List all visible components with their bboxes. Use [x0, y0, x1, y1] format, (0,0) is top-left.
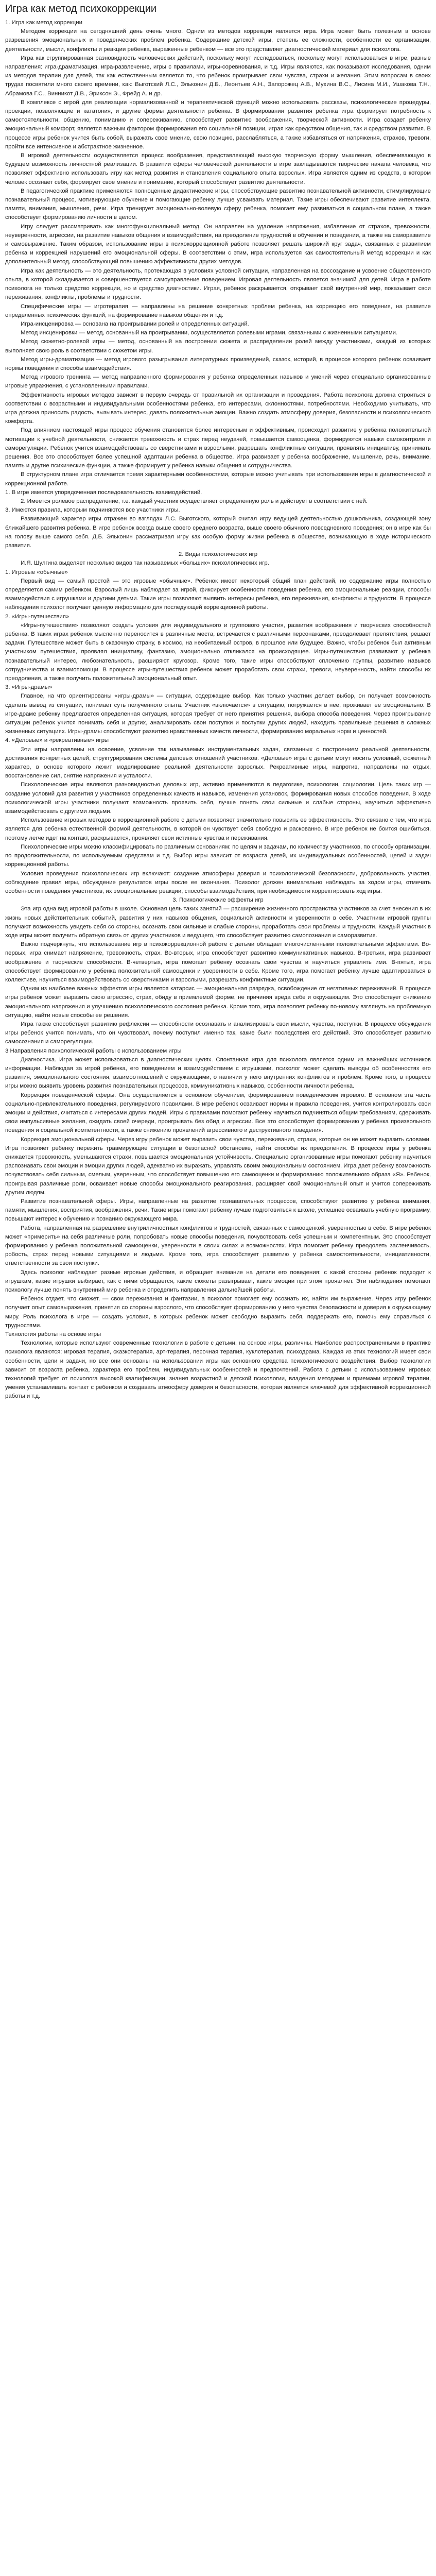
paragraph: Игра как деятельность — это деятельность, протекающая в условиях условной ситуации, направленная на воссоздание и усвоение общественного опыта, в которой складывается и совершенствуется самоуправление поведением. Игровая деятельность является значимой для детей. Игра в работе психолога не только средство коррекции, но и средство диагностики. Играя, ребенок раскрывается, открывает свой внутренний мир, показывает свои переживания, конфликты, проблемы и трудности. — [5, 267, 431, 301]
paragraph: Развитие познавательной сферы. Игры, направленные на развитие познавательных процессов, способствуют развитию у ребенка внимания, памяти, мышления, восприятия, воображения, речи. Такие игры помогают ребенку лучше подготовиться к школе, успешнее осваивать учебную программу, повышают интерес к обучению и познанию окружающего мира. — [5, 1198, 431, 1223]
paragraph: 1. В игре имеется упорядоченная последовательность взаимодействий. — [5, 489, 202, 496]
paragraph: Важно подчеркнуть, что использование игр в психокоррекционной работе с детьми обладает многочисленными положительными эффектами. Во-первых, игра снимает напряжение, тревожность, страх. Во-вторых, игра способствует развитию коммуникативных навыков. В-третьих, игра развивает воображение и творческие способности. В-четвертых, игра помогает ребенку осознать свои чувства и научиться управлять ими. В-пятых, игра способствует формированию у ребенка положительной самооценки и уверенности в себе. Кроме того, игра помогает ребенку лучше адаптироваться в коллективе, научиться взаимодействовать со сверстниками и взрослыми, разрешать конфликтные ситуации. — [5, 941, 431, 983]
paragraph: 3. «Игры-драмы» — [5, 684, 53, 691]
paragraph: Использование игровых методов в коррекционной работе с детьми позволяет значительно повысить ее эффективность. Это связано с тем, что игра является для ребенка естественной формой деятельности, в которой он чувствует себя свободно и раскованно. В игре ребенок не боится ошибиться, поэтому легче идет на контакт, раскрывается, проявляет свои истинные чувства и переживания. — [5, 817, 431, 841]
paragraph: В комплексе с игрой для реализации нормализованной и терапевтической функций можно использовать рассказы, психологические процедуры, проекции, позволяющие и кататония, и другие формы деятельности ребенка. В формировании развития ребенка игра формирует потребность к самостоятельности, общению, пониманию и сопереживанию, способствует развитию воображения, творческой активности. Игра создает ребенку эмоциональный комфорт, является важным фактором формирования его социальной позиции, играя как средством общения, так и средством развития. В процессе игры ребенок учится быть собой, выражать свое мнение, свою позицию, расслабляться, а также избавляться от напряжения, страхов, тревоги, пройти все интенсивное и абстрактное жизненное. — [5, 99, 431, 150]
paragraph: 3. Имеются правила, которым подчиняются все участники игры. — [5, 507, 180, 514]
paragraph: 4. «Деловые» и «рекреативные» игры — [5, 737, 109, 744]
section-heading: 2. Виды психологических игр — [178, 551, 258, 558]
paragraph: Игру следует рассматривать как многофункциональный метод. Он направлен на удаление напряжения, избавление от страхов, тревожности, неуверенности, агрессии, на развитие навыков общения и взаимодействия, на преодоление трудностей в обучении и поведении, а также на саморазвитие и самовыражение. Таким образом, использование игры в психокоррекционной работе позволяет решать широкий круг задач, связанных с развитием ребенка и коррекцией нарушений его эмоциональной сферы. В соответствии с этим, игра используется как самостоятельный метод коррекции и как дополнительный метод, способствующий повышению эффективности других методов. — [5, 223, 431, 265]
paragraph: Первый вид — самый простой — это игровые «обычные». Ребенок имеет некоторый общий план действий, но содержание игры полностью определяется самим ребенком. Взрослый лишь наблюдает за игрой, фиксирует особенности поведения ребенка, его эмоциональные реакции, способы взаимодействия с игрушками и другими детьми. Такие игры позволяют выявить интересы ребенка, его переживания, конфликты и трудности. В процессе наблюдения психолог получает ценную информацию для последующей коррекционной работы. — [5, 578, 431, 611]
paragraph: Психологические игры можно классифицировать по различным основаниям: по целям и задачам, по количеству участников, по способу организации, по продолжительности, по используемым средствам и т.д. Выбор игры зависит от возраста детей, их индивидуальных особенностей, целей и задач коррекционной работы. — [5, 843, 431, 868]
paragraph: Коррекция эмоциональной сферы. Через игру ребенок может выразить свои чувства, переживания, страхи, которые он не может выразить словами. Игра позволяет ребенку пережить травмирующие ситуации в безопасной обстановке, найти способы их преодоления. В процессе игры у ребенка снижается тревожность, уменьшаются страхи, повышается эмоциональная устойчивость. Специально организованные игры помогают ребенку научиться распознавать свои эмоции и эмоции других людей, адекватно их выражать, управлять своим эмоциональным состоянием. Игра дает ребенку возможность почувствовать себя сильным, смелым, уверенным, что способствует повышению его самооценки и формированию положительного образа «Я». Ребенок, проигрывая различные роли, осваивает новые способы эмоционального реагирования, расширяет свой эмоциональный опыт и учится сопереживать другим людям. — [5, 1136, 431, 1196]
paragraph: Под влиянием настоящей игры процесс обучения становится более интересным и эффективным, происходит развитие у ребенка положительной мотивации к учебной деятельности, снижается тревожность и страх перед неудачей, повышается самооценка, формируются навыки самоконтроля и саморегуляции. Ребенок учится взаимодействовать со сверстниками и взрослыми, разрешать конфликтные ситуации, проявлять инициативу, принимать решения. Все это способствует более успешной адаптации ребенка в обществе. Игра развивает у ребенка воображение, мышление, речь, внимание, память и другие психические функции, а также формирует у ребенка навыки общения и сотрудничества. — [5, 427, 431, 469]
paragraph: Метод инсценировки — метод, основанный на проигрывании, осуществляется ролевыми играми, связанными с жизненными ситуациями. — [21, 330, 398, 336]
paragraph: В структурном плане игра отличается тремя характерными особенностями, которые можно учитывать при использовании игры в диагностической и коррекционной работе. — [5, 471, 431, 487]
paragraph: Одним из наиболее важных эффектов игры является катарсис — эмоциональная разрядка, освобождение от негативных переживаний. В процессе игры ребенок может выразить свою агрессию, страх, обиду в приемлемой форме, не причиняя вреда себе и окружающим. Это способствует снижению эмоционального напряжения и улучшению психологического состояния ребенка. Кроме того, игра позволяет ребенку по-новому взглянуть на проблемную ситуацию, найти новые способы ее решения. — [5, 986, 431, 1019]
paragraph: Диагностика. Игра может использоваться в диагностических целях. Спонтанная игра для психолога является одним из важнейших источников информации. Наблюдая за игрой ребенка, его поведением и взаимодействием с игрушками, психолог может сделать выводы об особенностях его развития, эмоционального состояния, взаимоотношений с окружающими, о наличии у него внутренних конфликтов и проблем. Кроме того, в процессе игры можно выявить уровень развития познавательных процессов, коммуникативных навыков, особенности личности ребенка. — [5, 1056, 431, 1090]
paragraph: Игра также способствует развитию рефлексии — способности осознавать и анализировать свои мысли, чувства, поступки. В процессе обсуждения игры ребенок учится понимать, что он чувствовал, почему поступил именно так, какие были последствия его действий. Это способствует развитию самосознания и саморегуляции. — [5, 1021, 431, 1045]
paragraph: И.Я. Шулгина выделяет несколько видов так называемых «больших» психологических игр. — [21, 560, 269, 567]
paragraph: Игра как сгруппированная разновидность человеческих действий, поскольку могут исследоваться, поскольку могут использоваться в игре, разные направления: игра-драматизация, игра-развлечение, игры с правилами, игры-соревнования, и т.д. Игры являются, как показывают исследования, одним из методов терапии для детей, так как естественным является то, что ребенок проигрывает свои чувства, страхи и желания. Этим вопросам в своих трудах посвятили много своего времени, как: Выготский Л.С., Эльконин Д.Б., Леонтьев А.Н., Запорожец А.В., Мухина В.С., Лисина М.И., Ушакова Т.Н., Абрамова Г.С., Винникот Д.В., Эриксон Э., Фрейд А. и др. — [5, 55, 431, 97]
paragraph: Метод игры-драматизации — метод игрового разыгрывания литературных произведений, сказок, историй, в процессе которого ребенок осваивает нормы поведения и способы взаимодействия. — [5, 356, 431, 371]
paragraph: Психологические игры являются разновидностью деловых игр, активно применяются в педагогике, психологии, социологии. Цель таких игр — создание условий для развития у участников определенных качеств и навыков, изменения установок, формирования новых способов поведения. В ходе психологической игры участники получают возможность проявить себя, лучше понять свои сильные и слабые стороны, научиться эффективно взаимодействовать с другими людьми. — [5, 782, 431, 815]
paragraph: 2. «Игры-путешествия» — [5, 613, 69, 620]
page-title: Игра как метод психокоррекции — [5, 3, 157, 14]
paragraph: 2. Имеется ролевое распределение, т.е. каждый участник осуществляет определенную роль и действует в соответствии с ней. — [21, 498, 368, 504]
paragraph: Ребенок отдает, что сможет, — свои переживания и фантазии, а психолог помогает ему осознать их, найти им выражение. Через игру ребенок получает опыт самовыражения, принятия со стороны взрослого, что способствует формированию у него чувства безопасности и доверия к окружающему миру. Роль психолога в игре — создать условия, в которых ребенок может свободно выразить себя, поддержать его, помочь ему справиться с трудностями. — [5, 1296, 431, 1329]
paragraph: Специфические игры — игротерапия — направлены на решение конкретных проблем ребенка, на коррекцию его поведения, на развитие определенных психических функций, на формирование навыков общения и т.д. — [5, 303, 431, 318]
paragraph: Технология работы на основе игры — [5, 1331, 101, 1338]
paragraph: Методом коррекции на сегодняшний день очень много. Одним из методов коррекции является игра. Игра может быть полезным в основе разрешения эмоциональных и поведенческих проблем ребенка. Содержание детской игры, степень ее сложности, особенности ее организации, деятельности, мысли, конфликты и реакции ребенка, выраженные ребенком — все это представляет диагностический материал для психолога. — [5, 28, 431, 53]
paragraph: В педагогической практике применяются полноценные дидактические игры, способствующие развитию познавательной активности, стимулирующие познавательный процесс, мотивирующие обучение и помогающие ребенку лучше усваивать материал. Такие игры обеспечивают развитие интеллекта, памяти, внимания, мышления, речи. Игра тренирует эмоционально-волевую сферу ребенка, помогает ему развиваться в социальном плане, а также способствует формированию личности в целом. — [5, 188, 431, 221]
article-body — [5, 19, 431, 1401]
paragraph: Работа, направленная на разрешение внутриличностных конфликтов и трудностей, связанных с самооценкой, уверенностью в себе. В игре ребенок может «примерить» на себя различные роли, попробовать новые способы поведения, почувствовать себя успешным и компетентным. Это способствует формированию у ребенка положительной самооценки, уверенности в своих силах и возможностях. Игра помогает ребенку преодолеть застенчивость, робость, страх перед новыми ситуациями и людьми. Кроме того, игра способствует развитию у ребенка самостоятельности, инициативности, ответственности за свои поступки. — [5, 1225, 431, 1267]
paragraph: Главное, на что ориентированы «игры-драмы» — ситуации, содержащие выбор. Как только участник делает выбор, он получает возможность сделать вывод из ситуации, понимает суть полученного опыта. Участник «включается» в ситуацию, погружается в нее, проживает ее эмоционально. В игре-драме ребенку предлагается определенная ситуация, которая требует от него принятия решения, выбора способа поведения. Через проигрывание ситуации ребенок учится понимать себя и других, анализировать свои поступки и поступки других людей, находить правильные решения в сложных жизненных ситуациях. Игры-драмы способствуют развитию нравственных качеств личности, формированию моральных норм и ценностей. — [5, 693, 431, 735]
paragraph: Здесь психолог наблюдает разные игровые действия, и обращает внимание на детали его поведения: с какой стороны ребенок подходит к игрушкам, какие игрушки выбирает, как с ними обращается, какие сюжеты разыгрывает, какие эмоции при этом проявляет. Эти наблюдения помогают психологу лучше понять внутренний мир ребенка и определить направления дальнейшей работы. — [5, 1269, 431, 1294]
section-heading: 3. Психологические эффекты игр — [172, 897, 264, 904]
paragraph: Развивающий характер игры отражен во взглядах Л.С. Выготского, который считал игру ведущей деятельностью дошкольника, создающей зону ближайшего развития ребенка. В игре ребенок всегда выше своего среднего возраста, выше своего обычного повседневного поведения; он в игре как бы на голову выше самого себя. Д.Б. Эльконин рассматривал игру как особую форму жизни ребенка в обществе, возникающую в ходе исторического развития. — [5, 516, 431, 549]
paragraph: Метод сюжетно-ролевой игры — метод, основанный на построении сюжета и распределении ролей между участниками, каждый из которых выполняет свою роль в соответствии с сюжетом игры. — [5, 338, 431, 354]
paragraph: В игровой деятельности осуществляется процесс вообразения, представляющий высокую творческую форму мышления, обеспечивающую в будущем возможность личностной реализации. В развитии сферы человеческой деятельности в игре закладываются творческие начала человека, что позволяет эффективно использовать игру как метод развития и становления социального опыта взрослых. Игра является одним из средств, в котором человек осознает себя, формирует свое мнение и понимание, который способствует развитию деятельности. — [5, 152, 431, 185]
paragraph: Метод игрового тренинга — метод направленного формирования у ребенка определенных навыков и умений через специально организованные игровые упражнения, с установленными правилами. — [5, 374, 431, 389]
paragraph: 3 Направления психологической работы с использованием игры — [5, 1047, 182, 1054]
paragraph: 1. Игра как метод коррекции — [5, 20, 83, 26]
paragraph: Эта игр одна вид игровой работы в школе. Основная цель таких занятий — расширение жизненного пространства участников за счет внесения в их жизнь новых действительных событий, развития у них навыков общения, социальной активности и уверенности в себе. Участники игровой группы получают возможность увидеть себя со стороны, осознать свои сильные и слабые стороны, проработать свои проблемы и трудности. Каждый участник в ходе игры может получить обратную связь от других участников и ведущего, что способствует развитию самопознания и саморазвития. — [5, 906, 431, 939]
paragraph: «Игры-путешествия» позволяют создать условия для индивидуального и группового участия, развития воображения и творческих способностей ребенка. В таких играх ребенок мысленно переносится в различные места, встречается с различными персонажами, преодолевает препятствия, решает задачи. Путешествие может быть в сказочную страну, в космос, на необитаемый остров, в прошлое или будущее. Важно, чтобы ребенок был активным участником путешествия, проявлял инициативу, фантазию, эмоционально откликался на происходящее. Игры-путешествия развивают у ребенка познавательный интерес, любознательность, расширяют кругозор. Кроме того, такие игры способствуют сплочению группы, развитию навыков сотрудничества и взаимопомощи. В процессе игры-путешествия ребенок может проработать свои страхи, тревоги, неуверенность, найти способы их преодоления, а также получить положительный эмоциональный опыт. — [5, 622, 431, 682]
paragraph: Технологии, которые используют современные технологии в работе с детьми, на основе игры, различны. Наиболее распространенными в практике психолога являются: игровая терапия, сказкотерапия, арт-терапия, песочная терапия, куклотерапия, психодрама. Каждая из этих технологий имеет свои особенности, цели и задачи, но все они основаны на использовании игры как основного средства психологического воздействия. Выбор технологии зависит от возраста ребенка, характера его проблем, индивидуальных особенностей и предпочтений. Работа с детьми с использованием игровых технологий требует от психолога высокой квалификации, знания возрастной и детской психологии, владения методами и приемами игровой терапии, умения устанавливать контакт с ребенком и создавать атмосферу доверия и безопасности, которая является ключевой для эффективной коррекционной работы и т.д. — [5, 1340, 431, 1400]
paragraph: Эффективность игровых методов зависит в первую очередь от правильной их организации и проведения. Работа психолога должна строиться в соответствии с возрастными и индивидуальными особенностями ребенка, его интересами, склонностями, потребностями. Необходимо учитывать, что игра должна приносить радость, вызывать интерес, давать положительные эмоции. Важно создать атмосферу доверия, безопасности и психологического комфорта. — [5, 392, 431, 425]
paragraph: Игра-инсценировка — основана на проигрывании ролей и определенных ситуаций. — [21, 320, 249, 327]
paragraph: Коррекция поведенческой сферы. Она осуществляется в основном обучением, формированием поведенческим игрового. В основном эта часть социально-привлекательного поведения, регулируемого правилами. В игре ребенок осваивает нормы и правила поведения, учится контролировать свои эмоции и действия, считаться с интересами других людей. Игры с правилами помогают ребенку научиться подчиняться общим требованиям, сдерживать свои импульсивные желания, ожидать своей очереди, проигрывать без обид и агрессии. Все это способствует формированию у ребенка произвольного поведения и социальной компетентности, а также снижению проявлений агрессивного и деструктивного поведения. — [5, 1092, 431, 1134]
paragraph: Эти игры направлены на освоение, усвоение так называемых инструментальных задач, связанных с построением реальной деятельности, достижения конкретных целей, структурирования системы деловых отношений участников. «Деловые» игры с детьми могут носить условный, сюжетный характер, в основе которого лежит моделирование реальной деятельности взрослых. Рекреативные игры, напротив, направлены на отдых, восстановление сил, снятие напряжения и усталости. — [5, 746, 431, 779]
paragraph: Условия проведения психологических игр включают: создание атмосферы доверия и психологической безопасности, добровольность участия, соблюдение правил игры, обсуждение результатов игры после ее окончания. Психолог должен внимательно наблюдать за ходом игры, отмечать особенности поведения участников, их эмоциональные реакции, способы взаимодействия, при необходимости корректировать ход игры. — [5, 870, 431, 894]
paragraph: 1. Игровые «обычные» — [5, 569, 68, 575]
